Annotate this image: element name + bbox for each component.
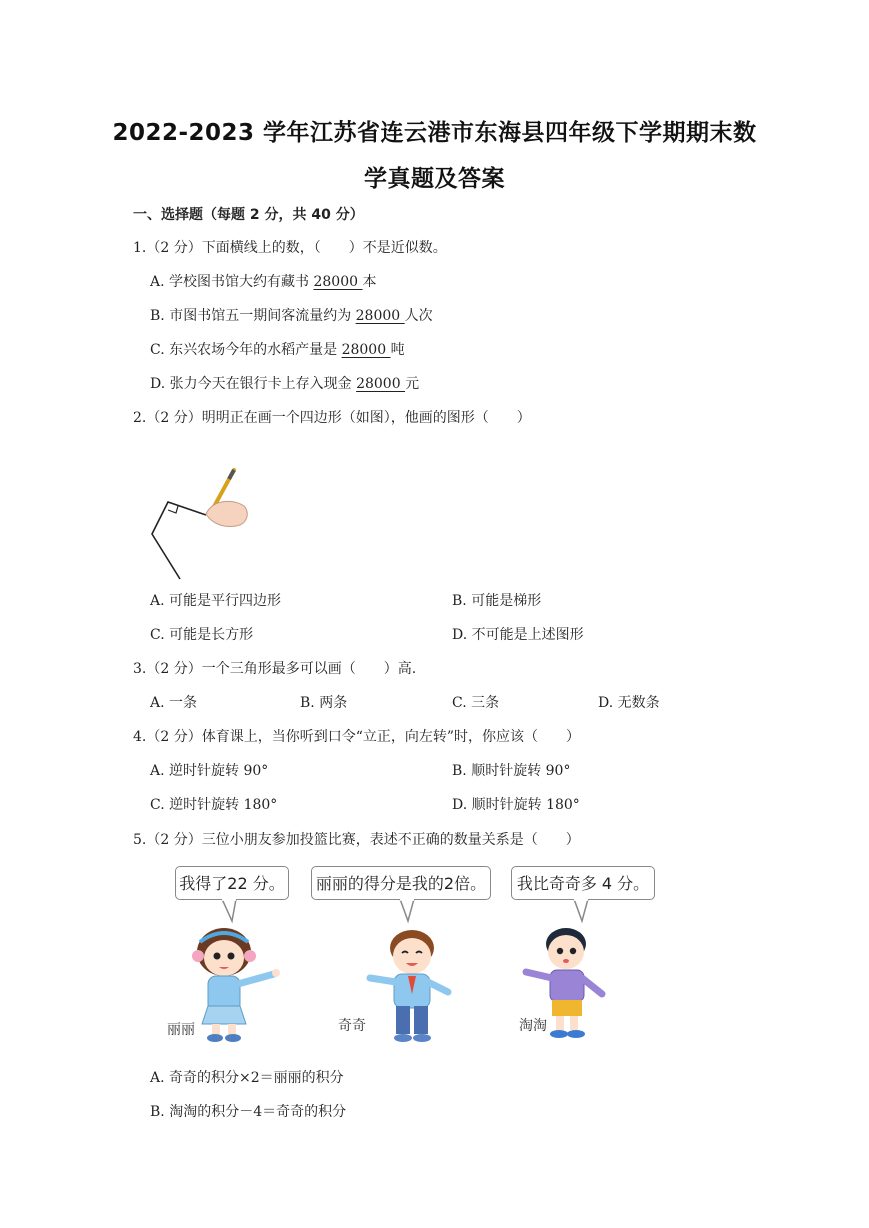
question-4-stem: 4.（2 分）体育课上，当你听到口令“立正，向左转”时，你应该（ ） xyxy=(133,729,581,745)
question-5-option-b: B. 淘淘的积分－4＝奇奇的积分 xyxy=(150,1104,347,1120)
bubble-tail-2 xyxy=(400,899,414,921)
question-4-option-c: C. 逆时针旋转 180° xyxy=(150,797,278,813)
speech-bubble-taotao: 我比奇奇多 4 分。 xyxy=(511,866,655,900)
girl-lili-illustration xyxy=(188,926,284,1044)
question-3-option-b: B. 两条 xyxy=(300,695,348,711)
kid-name-qiqi: 奇奇 xyxy=(338,1018,366,1034)
question-2-option-b: B. 可能是梯形 xyxy=(452,593,542,609)
bubble-tail-1 xyxy=(222,899,236,921)
question-2-option-a: A. 可能是平行四边形 xyxy=(150,593,282,609)
question-5-stem: 5.（2 分）三位小朋友参加投篮比赛，表述不正确的数量关系是（ ） xyxy=(133,832,580,848)
figure-lines xyxy=(152,502,206,579)
speech-bubble-qiqi: 丽丽的得分是我的2倍。 xyxy=(311,866,491,900)
kid-name-lili: 丽丽 xyxy=(167,1022,195,1038)
shirt xyxy=(550,970,584,1002)
question-3-option-a: A. 一条 xyxy=(150,695,198,711)
question-1-option-d: D. 张力今天在银行卡上存入现金 28000 元 xyxy=(150,376,420,392)
question-3-option-d: D. 无数条 xyxy=(598,695,660,711)
question-1-option-b: B. 市图书馆五一期间客流量约为 28000 人次 xyxy=(150,308,433,324)
quadrilateral-drawing-figure xyxy=(140,462,260,584)
section-heading: 一、选择题（每题 2 分，共 40 分） xyxy=(133,207,364,223)
question-3-option-c: C. 三条 xyxy=(452,695,500,711)
question-1-option-c: C. 东兴农场今年的水稻产量是 28000 吨 xyxy=(150,342,405,358)
speech-bubble-lili: 我得了22 分。 xyxy=(175,866,289,900)
document-title-line2: 学真题及答案 xyxy=(364,166,505,192)
question-2-stem: 2.（2 分）明明正在画一个四边形（如图），他画的图形（ ） xyxy=(133,410,531,426)
face xyxy=(204,940,244,976)
question-1-stem: 1.（2 分）下面横线上的数，（ ）不是近似数。 xyxy=(133,240,447,256)
bubble-tails xyxy=(0,899,869,925)
question-4-option-b: B. 顺时针旋转 90° xyxy=(452,763,571,779)
face xyxy=(548,935,584,969)
question-4-option-d: D. 顺时针旋转 180° xyxy=(452,797,580,813)
boy-qiqi-illustration xyxy=(362,926,462,1048)
face xyxy=(393,938,431,974)
question-2-option-d: D. 不可能是上述图形 xyxy=(452,627,584,643)
right-angle-mark xyxy=(168,506,178,513)
question-3-stem: 3.（2 分）一个三角形最多可以画（ ）高. xyxy=(133,661,417,677)
pencil-end xyxy=(229,470,234,479)
document-title-line1: 2022-2023 学年江苏省连云港市东海县四年级下学期期末数 xyxy=(112,120,757,146)
question-5-option-a: A. 奇奇的积分×2＝丽丽的积分 xyxy=(150,1070,344,1086)
question-2-option-c: C. 可能是长方形 xyxy=(150,627,254,643)
hand-icon xyxy=(206,501,247,526)
question-1-option-a: A. 学校图书馆大约有藏书 28000 本 xyxy=(150,274,377,290)
question-4-option-a: A. 逆时针旋转 90° xyxy=(150,763,269,779)
bubble-tail-3 xyxy=(574,899,588,921)
shorts xyxy=(552,1000,582,1016)
kid-name-taotao: 淘淘 xyxy=(519,1018,547,1034)
